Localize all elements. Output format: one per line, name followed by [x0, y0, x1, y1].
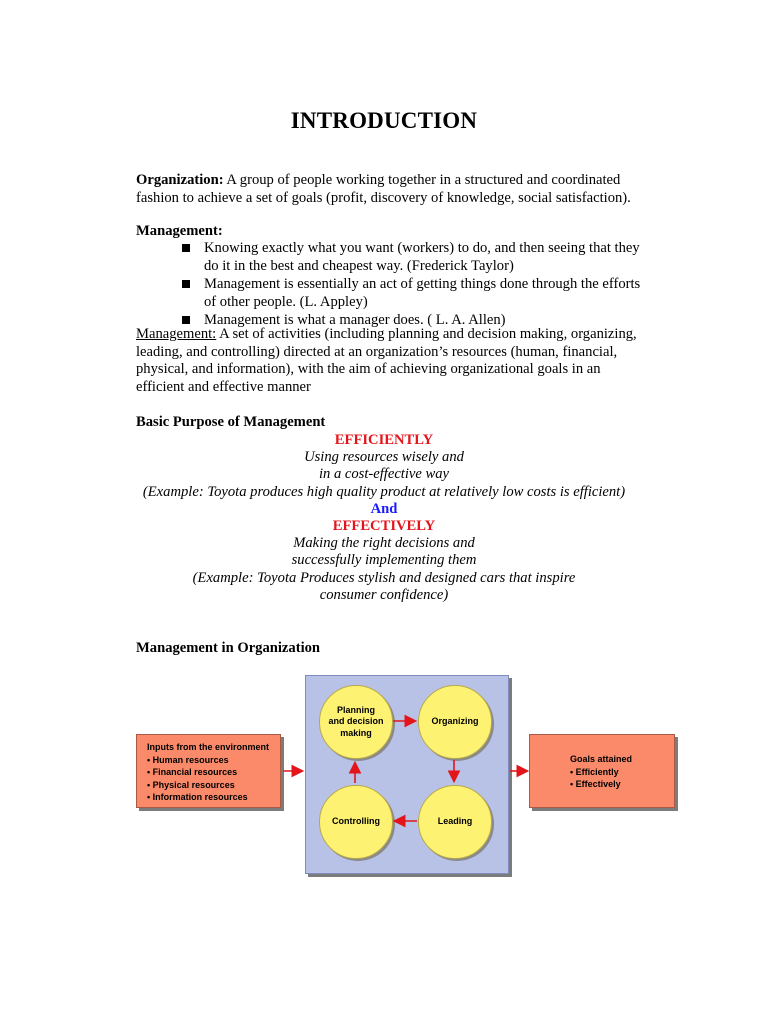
- controlling-label: Controlling: [332, 816, 380, 827]
- planning-label: and decision: [328, 716, 384, 727]
- inputs-item: • Physical resources: [147, 779, 235, 790]
- effectively-example: (Example: Toyota Produces stylish and designed cars that inspire: [192, 569, 576, 586]
- planning-label: making: [340, 727, 372, 738]
- organization-label: Organization:: [136, 172, 224, 188]
- bullet-line: Management is what a manager does. ( L. A. Allen): [204, 312, 506, 328]
- definition-line: efficient and effective manner: [136, 378, 311, 395]
- inputs-item: • Information resources: [147, 792, 248, 802]
- planning-label: Planning: [336, 704, 375, 715]
- purpose-heading: Basic Purpose of Management: [136, 414, 326, 430]
- definition-line: A set of activities (including planning and decision making, organizing,: [216, 326, 637, 342]
- org-heading: Management in Organization: [136, 640, 321, 656]
- efficiently-example: (Example: Toyota produces high quality product at relatively low costs is efficient): [142, 483, 626, 500]
- effectively-line: successfully implementing them: [291, 552, 477, 569]
- effectively-heading: EFFECTIVELY: [332, 518, 436, 535]
- organization-text-2: fashion to achieve a set of goals (profit, discovery of knowledge, social satisfaction).: [136, 189, 631, 206]
- efficiently-line: Using resources wisely and: [304, 449, 464, 466]
- bullet-line: of other people. (L. Appley): [204, 293, 368, 310]
- goals-item: • Effectively: [570, 779, 621, 789]
- bullet-line: Knowing exactly what you want (workers) to do, and then seeing that they: [204, 240, 640, 256]
- effectively-example: consumer confidence): [319, 586, 449, 603]
- definition-label: Management:: [136, 326, 217, 342]
- inputs-title: Inputs from the environment: [147, 742, 270, 752]
- inputs-item: • Financial resources: [147, 767, 238, 777]
- bullet-line: do it in the best and cheapest way. (Frederick Taylor): [204, 257, 514, 274]
- efficiently-line: in a cost-effective way: [318, 466, 450, 483]
- and-connector: And: [370, 500, 398, 517]
- bullet-line: Management is essentially an act of getting things done through the efforts: [204, 276, 641, 292]
- organization-text-1: A group of people working together in a structured and coordinated: [223, 172, 621, 188]
- goals-title: Goals attained: [570, 754, 633, 764]
- effectively-line: Making the right decisions and: [293, 535, 475, 552]
- leading-label: Leading: [437, 816, 473, 827]
- management-heading: Management:: [136, 223, 223, 239]
- inputs-item: • Human resources: [147, 754, 229, 765]
- page-title: INTRODUCTION: [290, 108, 478, 133]
- goals-item: • Efficiently: [570, 766, 619, 777]
- definition-line: physical, and information), with the aim of achieving organizational goals in an: [136, 361, 601, 377]
- definition-line: leading, and controlling) directed at an organization’s resources (human, financial,: [136, 343, 618, 360]
- organizing-label: Organizing: [431, 716, 479, 727]
- efficiently-heading: EFFICIENTLY: [334, 432, 434, 448]
